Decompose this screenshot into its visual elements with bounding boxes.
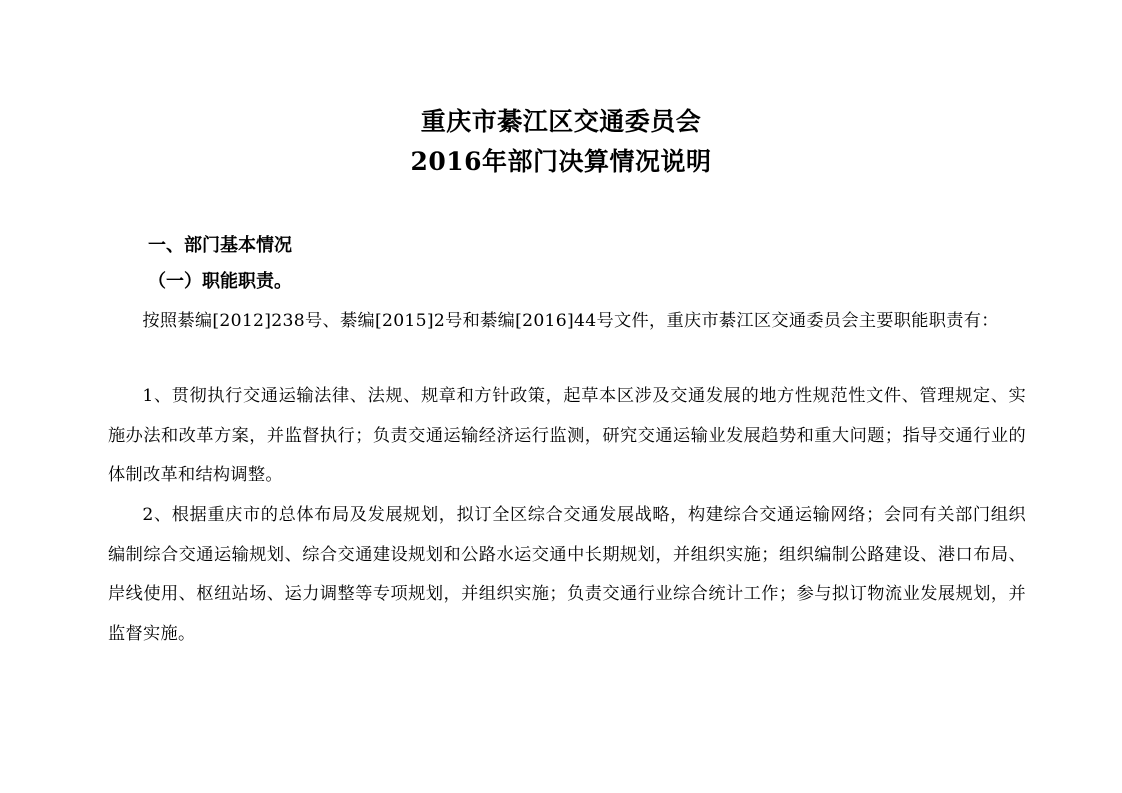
paragraph-duty-1 <box>108 377 1026 496</box>
document-title-line1: 重庆市綦江区交通委员会 <box>420 107 702 136</box>
paragraph-text: 2、根据重庆市的总体布局及发展规划，拟订全区综合交通发展战略，构建综合交通运输网络；会同有关部门组织编制综合交通运输规划、综合交通建设规划和公路水运交通中长期规划，并组织实施；组织编制公路建设、港口布局、岸线使用、枢纽站场、运力调整等专项规划，并组织实施；负责交通行业综合统计工作；参与拟订物流业发展规划，并监督实施。 <box>108 505 1026 644</box>
subsection-heading: （一）职能职责。 <box>148 271 292 292</box>
section-heading: 一、部门基本情况 <box>148 235 292 256</box>
paragraph-duty-2 <box>108 496 1026 654</box>
paragraph-text: 按照綦编[2012]238号、綦编[2015]2号和綦编[2016]44号文件，重庆市綦江区交通委员会主要职能职责有： <box>142 311 999 331</box>
document-title-line2: 2016年部门决算情况说明 <box>410 147 712 176</box>
paragraph-text: 1、贯彻执行交通运输法律、法规、规章和方针政策，起草本区涉及交通发展的地方性规范性文件、管理规定、实施办法和改革方案，并监督执行；负责交通运输经济运行监测，研究交通运输业发展趋势和重大问题；指导交通行业的体制改革和结构调整。 <box>108 386 1026 486</box>
paragraph-intro <box>108 302 1026 342</box>
